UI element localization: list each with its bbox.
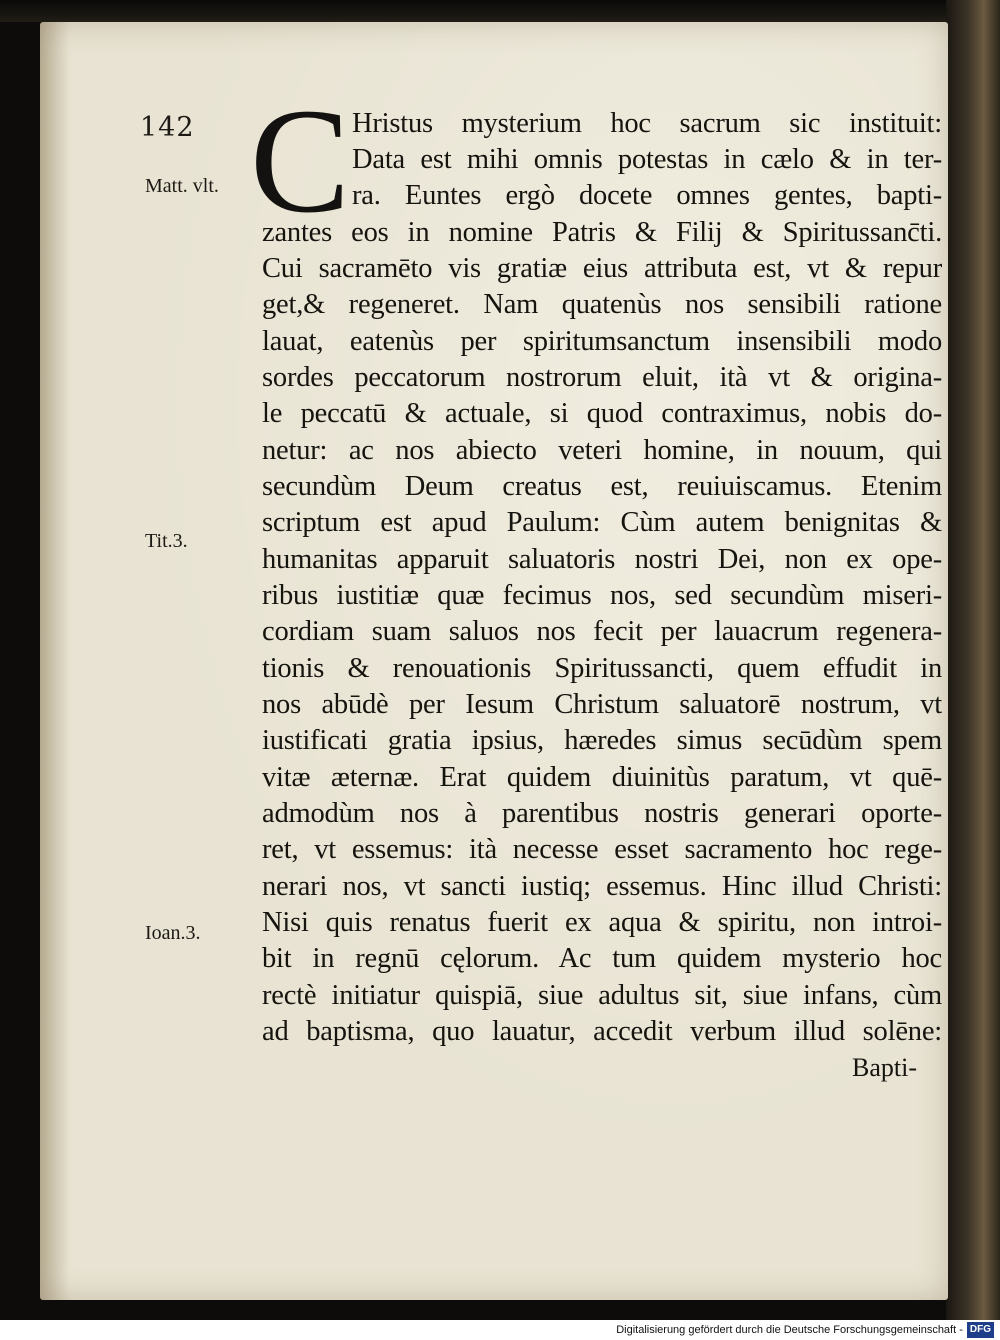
book-fore-edge [946, 0, 1000, 1320]
scan-top-edge [0, 0, 1000, 22]
text-line: ad baptisma, quo lauatur, accedit verbum illud solēne: [262, 1016, 942, 1047]
dfg-logo: DFG [967, 1322, 994, 1338]
text-line: sordes peccatorum nostrorum eluit, ità vt & origina- [262, 362, 942, 393]
text-line: rectè initiatur quispiā, siue adultus sit, siue infans, cùm [262, 980, 942, 1011]
text-line: lauat, eatenùs per spiritumsanctum insensibili modo [262, 326, 942, 357]
text-line: ra. Euntes ergò docete omnes gentes, bapti- [352, 180, 942, 211]
drop-cap: C [250, 78, 351, 244]
text-line: admodùm nos à parentibus nostris generari oporte- [262, 798, 942, 829]
text-line: ribus iustitiæ quæ fecimus nos, sed secundùm miseri- [262, 580, 942, 611]
text-line: humanitas apparuit saluatoris nostri Dei, non ex ope- [262, 544, 942, 575]
text-line: Hristus mysterium hoc sacrum sic instituit: [352, 108, 942, 139]
digitization-footer [0, 1320, 1000, 1340]
text-line: cordiam suam saluos nos fecit per lauacrum regenera- [262, 616, 942, 647]
page-number: 142 [140, 112, 195, 143]
margin-note-john: Ioan.3. [145, 922, 201, 944]
text-line: netur: ac nos abiecto veteri homine, in nouum, qui [262, 435, 942, 466]
text-line: le peccatū & actuale, si quod contraximus, nobis do- [262, 398, 942, 429]
text-line: ret, vt essemus: ità necesse esset sacramento hoc rege- [262, 834, 942, 865]
text-line: secundùm Deum creatus est, reuiuiscamus. Etenim [262, 471, 942, 502]
text-line: iustificati gratia ipsius, hæredes simus secūdùm spem [262, 725, 942, 756]
margin-note-titus: Tit.3. [145, 530, 188, 552]
text-line: scriptum est apud Paulum: Cùm autem benignitas & [262, 507, 942, 538]
footer-text: Digitalisierung gefördert durch die Deutsche Forschungsgemeinschaft - [616, 1324, 963, 1336]
text-line: bit in regnū cęlorum. Ac tum quidem mysterio hoc [262, 943, 942, 974]
text-line: Nisi quis renatus fuerit ex aqua & spiritu, non introi- [262, 907, 942, 938]
text-line: Cui sacramēto vis gratiæ eius attributa est, vt & repur [262, 253, 942, 284]
text-line: get,& regeneret. Nam quatenùs nos sensibili ratione [262, 289, 942, 320]
text-line: tionis & renouationis Spiritussancti, quem effudit in [262, 653, 942, 684]
text-line: nos abūdè per Iesum Christum saluatorē nostrum, vt [262, 689, 942, 720]
text-line: nerari nos, vt sancti iustiq; essemus. Hinc illud Christi: [262, 871, 942, 902]
text-line: vitæ æternæ. Erat quidem diuinitùs paratum, vt quē- [262, 762, 942, 793]
margin-note-matthew: Matt. vlt. [145, 175, 219, 197]
text-line: Data est mihi omnis potestas in cælo & in ter- [352, 144, 942, 175]
text-line: zantes eos in nomine Patris & Filij & Spiritussanc̄ti. [262, 217, 942, 248]
catchword: Bapti- [852, 1053, 917, 1082]
